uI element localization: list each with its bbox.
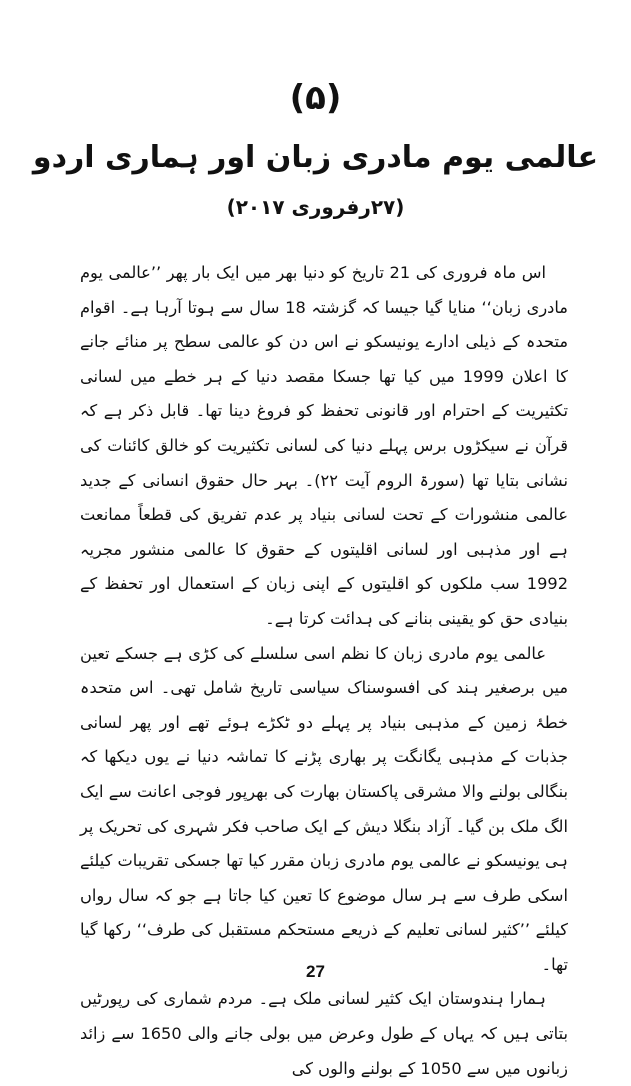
paragraph: ہمارا ہندوستان ایک کثیر لسانی ملک ہے۔ مردم شماری کی رپورٹیں بتاتی ہیں کہ یہاں کے طول وعرض میں بولی جانے والی 1650 سے زائد زبانوں میں سے 1050 کے بولنے والوں کی — [80, 989, 568, 1078]
page-number: 27 — [306, 962, 325, 981]
paragraph: عالمی یوم مادری زبان کا نظم اسی سلسلے کی کڑی ہے جسکے تعین میں برصغیر ہند کی افسوسناک سیاسی تاریخ شامل تھی۔ اس متحدہ خطۂ زمین کے مذہبی بنیاد پر پہلے دو ٹکڑے ہوئے تھے اور پھر لسانی جذبات کے مذہبی یگانگت پر بھاری پڑنے کا تماشہ دنیا نے یوں دیکھا کہ بنگالی بولنے والا مشرقی پاکستان بھارت کی بھرپور فوجی اعانت سے ایک الگ ملک بن گیا۔ آزاد بنگلا دیش کے ایک صاحب فکر شہری کی تحریک پر ہی یونیسکو نے عالمی یوم مادری زبان مقرر کیا تھا جسکی تقریبات کیلئے اسکی طرف سے ہر سال موضوع کا تعین کیا جاتا ہے جو کہ سال رواں کیلئے ’’کثیر لسانی تعلیم کے ذریعے مستحکم مستقبل کی طرف‘‘ رکھا گیا تھا۔ — [80, 643, 568, 974]
paragraph: اس ماہ فروری کی 21 تاریخ کو دنیا بھر میں ایک بار پھر ’’عالمی یوم مادری زبان‘‘ منایا گیا جیسا کہ گزشتہ 18 سال سے ہوتا آرہا ہے۔ اقوام متحدہ کے ذیلی ادارے یونیسکو نے اس دن کو عالمی سطح پر منائے جانے کا اعلان 1999 میں کیا تھا جسکا مقصد دنیا کے ہر خطے میں لسانی تکثیریت کے احترام اور قانونی تحفظ کو فروغ دینا تھا۔ قابل ذکر ہے کہ قرآن نے سیکڑوں برس پہلے دنیا کی لسانی تکثیریت کو خالق کائنات کی نشانی بتایا تھا (سورۃ الروم آیت ۲۲)۔ بہر حال حقوق انسانی کے جدید عالمی منشورات کے تحت لسانی بنیاد پر عدم تفریق کی قطعاً ممانعت ہے اور مذہبی اور لسانی اقلیتوں کے حقوق کا عالمی منشور مجریہ 1992 سب ملکوں کو اقلیتوں کے اپنی زبان کے استعمال اور تحفظ کے بنیادی حق کو یقینی بنانے کی ہدائت کرتا ہے۔ — [80, 263, 568, 628]
chapter-date: (۲۷رفروری ۲۰۱۷) — [226, 195, 405, 219]
chapter-title: عالمی یوم مادری زبان اور ہماری اردو — [32, 140, 599, 175]
chapter-number: (۵) — [289, 78, 342, 118]
